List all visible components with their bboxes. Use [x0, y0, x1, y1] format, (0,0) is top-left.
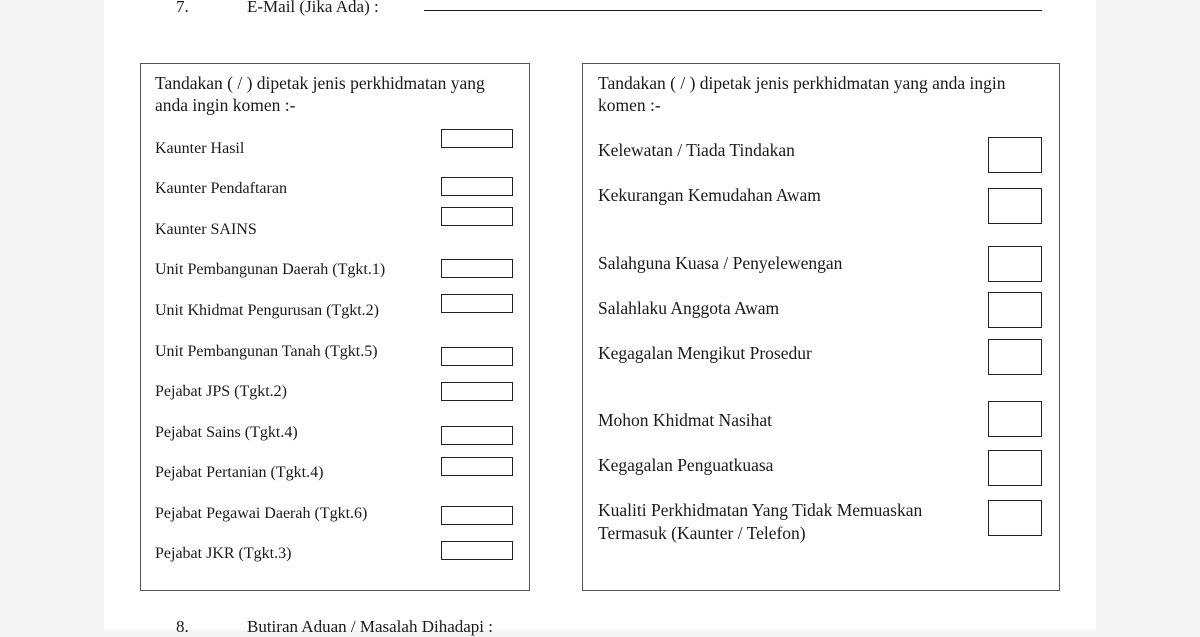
service-type-panel [140, 63, 530, 591]
complaint-checkbox[interactable] [988, 450, 1042, 486]
service-item-label: Pejabat Sains (Tgkt.4) [155, 424, 298, 441]
complaint-item-label: Salahlaku Anggota Awam [598, 298, 780, 318]
service-checkbox[interactable] [441, 207, 513, 226]
complaint-item-label: Kekurangan Kemudahan Awam [598, 185, 821, 205]
complaint-checkbox[interactable] [988, 246, 1042, 282]
service-item-label: Pejabat JKR (Tgkt.3) [155, 545, 292, 562]
complaint-checkbox[interactable] [988, 339, 1042, 375]
service-checkbox[interactable] [441, 259, 513, 278]
complaint-type-instruction: Tandakan ( / ) dipetak jenis perkhidmatan yang anda ingin komen :- [598, 73, 1006, 115]
service-item-label: Kaunter Pendaftaran [155, 180, 287, 197]
service-checkbox[interactable] [441, 506, 513, 525]
service-item-label: Unit Pembangunan Daerah (Tgkt.1) [155, 261, 386, 278]
complaint-checkbox[interactable] [988, 188, 1042, 224]
service-checkbox[interactable] [441, 294, 513, 313]
complaint-checkbox[interactable] [988, 401, 1042, 437]
service-item-label: Pejabat JPS (Tgkt.2) [155, 383, 287, 400]
complaint-item-label: Kegagalan Penguatkuasa [598, 455, 774, 475]
complaint-checkbox[interactable] [988, 500, 1042, 536]
service-checkbox[interactable] [441, 382, 513, 401]
complaint-item-label: Kegagalan Mengikut Prosedur [598, 343, 812, 363]
service-item-label: Pejabat Pertanian (Tgkt.4) [155, 464, 324, 481]
complaint-item-label: Kelewatan / Tiada Tindakan [598, 140, 795, 160]
service-item-label: Pejabat Pegawai Daerah (Tgkt.6) [155, 505, 368, 522]
complaint-item-label: Salahguna Kuasa / Penyelewengan [598, 253, 843, 273]
complaint-item-label: Kualiti Perkhidmatan Yang Tidak Memuaskan Termasuk (Kaunter / Telefon) [598, 500, 923, 543]
service-checkbox[interactable] [441, 129, 513, 148]
question-8-label: Butiran Aduan / Masalah Dihadapi : [247, 617, 493, 636]
question-7-label: E-Mail (Jika Ada) : [247, 0, 379, 16]
service-type-instruction: Tandakan ( / ) dipetak jenis perkhidmatan yang anda ingin komen :- [155, 73, 485, 115]
complaint-checkbox[interactable] [988, 292, 1042, 328]
service-item-label: Unit Khidmat Pengurusan (Tgkt.2) [155, 302, 379, 319]
form-page [104, 0, 1096, 636]
complaint-checkbox[interactable] [988, 137, 1042, 173]
service-item-label: Kaunter Hasil [155, 140, 245, 157]
service-item-label: Kaunter SAINS [155, 221, 257, 238]
complaint-item-label: Mohon Khidmat Nasihat [598, 410, 773, 430]
email-answer-line[interactable] [424, 10, 1042, 11]
service-checkbox[interactable] [441, 541, 513, 560]
service-checkbox[interactable] [441, 426, 513, 445]
service-checkbox[interactable] [441, 457, 513, 476]
complaint-type-panel [582, 63, 1060, 591]
service-checkbox[interactable] [441, 347, 513, 366]
question-8-number: 8. [176, 617, 189, 636]
question-7-number: 7. [176, 0, 189, 16]
service-item-label: Unit Pembangunan Tanah (Tgkt.5) [155, 343, 378, 360]
service-checkbox[interactable] [441, 177, 513, 196]
